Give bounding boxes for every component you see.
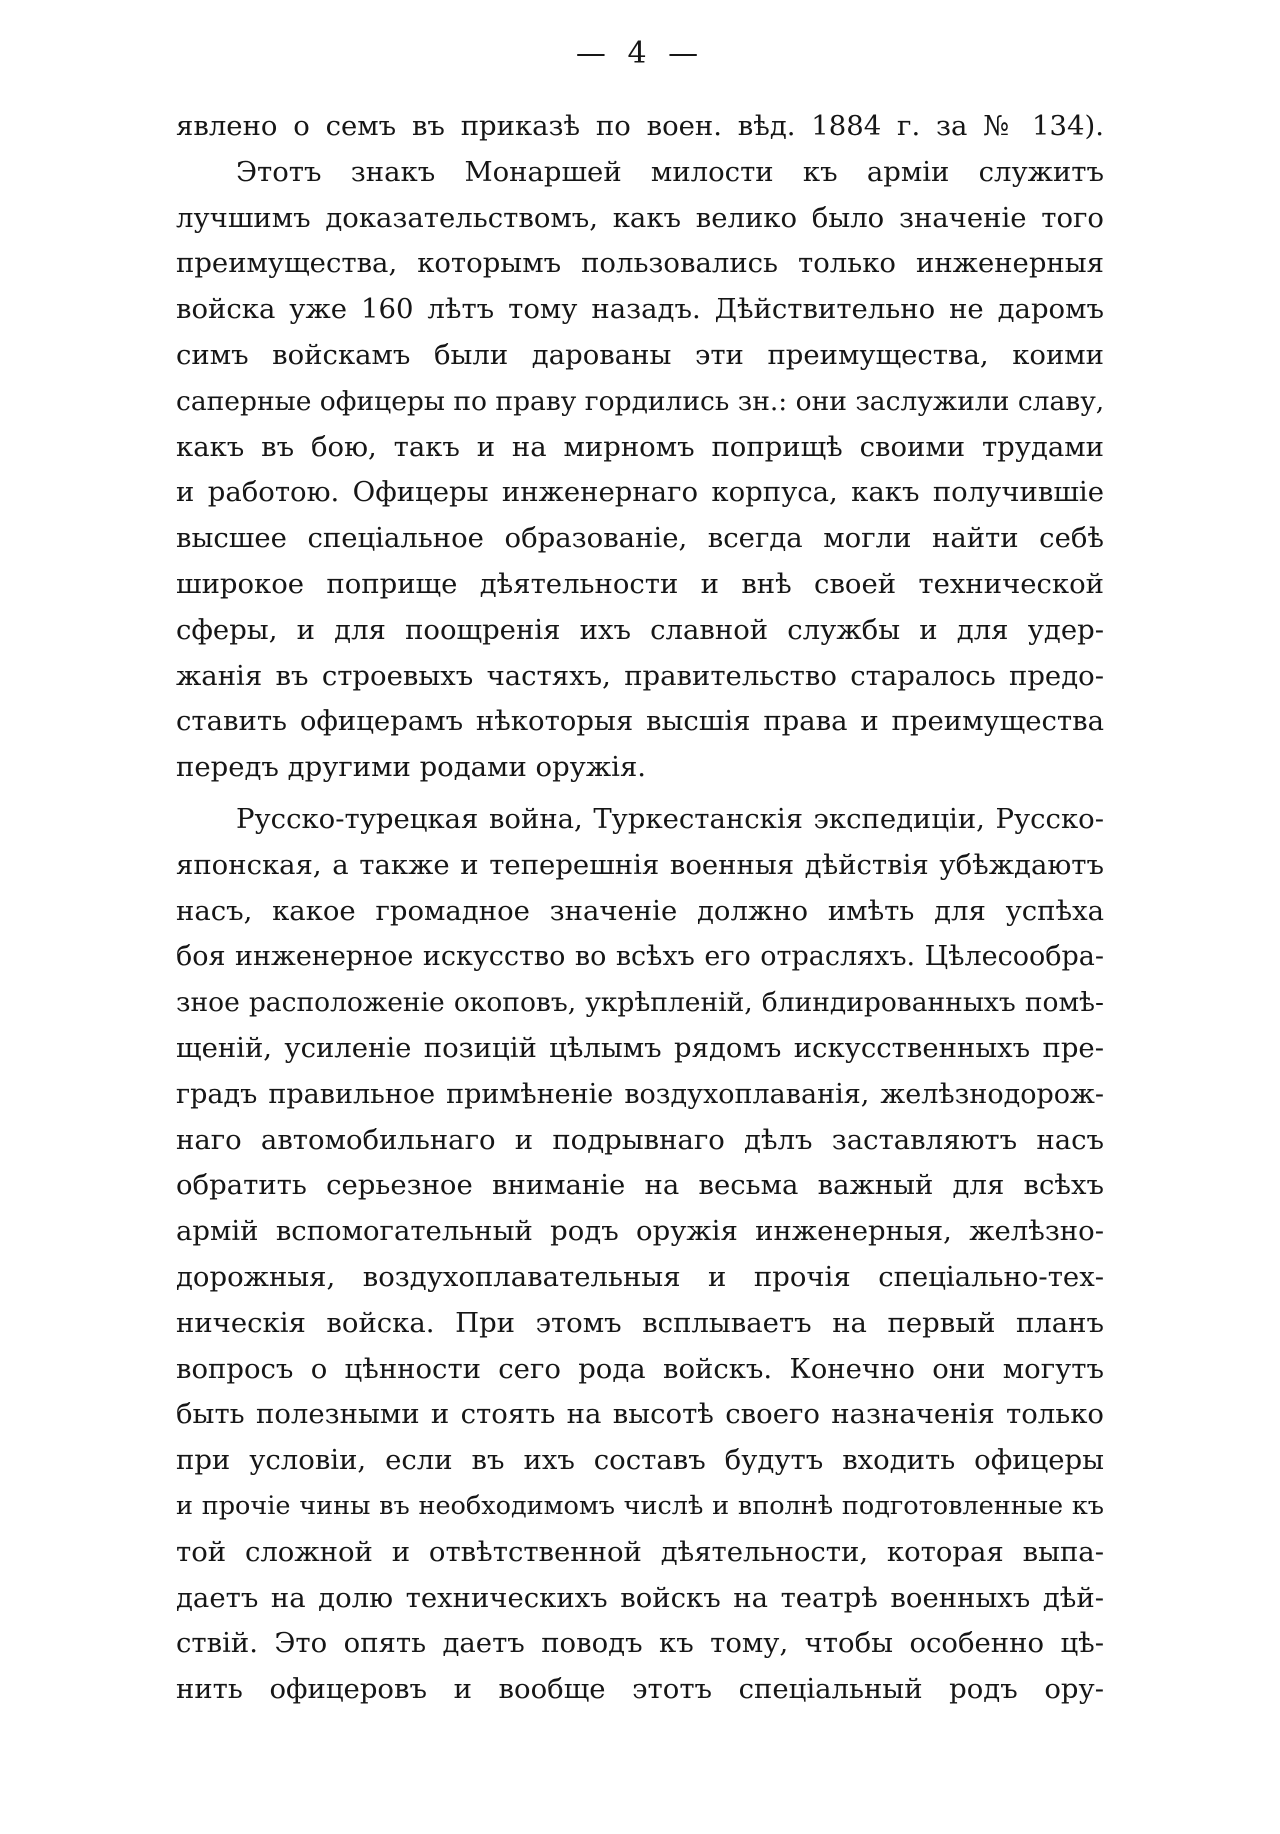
- text-line: симъ войскамъ были дарованы эти преимущества, коими: [176, 338, 1104, 371]
- text-line: обратить серьезное вниманіе на весьма важный для всѣхъ: [176, 1169, 1104, 1202]
- text-line: и прочіе чины въ необходимомъ числѣ и вполнѣ подготовленные къ: [176, 1490, 1104, 1521]
- text-line: боя инженерное искусство во всѣхъ его отрасляхъ. Цѣлесообра-: [176, 941, 1104, 973]
- text-line: ствій. Это опять даетъ поводъ къ тому, чтобы особенно цѣ-: [176, 1627, 1104, 1660]
- text-line: градъ правильное примѣненіе воздухоплаванія, желѣзнодорож-: [176, 1078, 1104, 1110]
- text-line: нить офицеровъ и вообще этотъ спеціальный родъ ору-: [176, 1673, 1104, 1706]
- text-line: той сложной и отвѣтственной дѣятельности, которая выпа-: [176, 1535, 1104, 1568]
- page-body: [176, 104, 1104, 1713]
- text-line: Этотъ знакъ Монаршей милости къ арміи служитъ: [236, 155, 1104, 188]
- text-line: быть полезными и стоять на высотѣ своего назначенія только: [176, 1398, 1104, 1431]
- page-number: — 4 —: [575, 36, 705, 71]
- text-line: японская, а также и теперешнія военныя дѣйствія убѣждаютъ: [176, 848, 1104, 881]
- text-line: даетъ на долю техническихъ войскъ на театрѣ военныхъ дѣй-: [176, 1581, 1104, 1614]
- text-line: ническія войска. При этомъ всплываетъ на первый планъ: [176, 1306, 1104, 1339]
- text-line: явлено о семъ въ приказѣ по воен. вѣд. 1884 г. за № 134).: [176, 110, 1104, 142]
- text-line: вопросъ о цѣнности сего рода войскъ. Конечно они могутъ: [176, 1352, 1104, 1385]
- text-line: саперные офицеры по праву гордились зн.: они заслужили славу,: [176, 385, 1105, 417]
- text-line: высшее спеціальное образованіе, всегда могли найти себѣ: [176, 522, 1104, 555]
- text-line: Русско-турецкая война, Туркестанскія экспедиціи, Русско-: [236, 802, 1104, 835]
- text-line: армій вспомогательный родъ оружія инженерныя, желѣзно-: [176, 1215, 1104, 1248]
- text-line: и работою. Офицеры инженернаго корпуса, какъ получившіе: [176, 476, 1104, 509]
- text-line: широкое поприще дѣятельности и внѣ своей технической: [176, 567, 1104, 600]
- text-line: войска уже 160 лѣтъ тому назадъ. Дѣйствительно не даромъ: [176, 293, 1104, 326]
- text-line: передъ другими родами оружія.: [176, 751, 647, 784]
- text-line: жанія въ строевыхъ частяхъ, правительство старалось предо-: [176, 659, 1104, 692]
- text-line: дорожныя, воздухоплавательныя и прочія спеціально-тех-: [176, 1260, 1104, 1293]
- text-line: зное расположеніе окоповъ, укрѣпленій, блиндированныхъ помѣ-: [176, 987, 1104, 1019]
- text-line: щеній, усиленіе позицій цѣлымъ рядомъ искусственныхъ пре-: [176, 1031, 1104, 1064]
- text-line: насъ, какое громадное значеніе должно имѣть для успѣха: [176, 894, 1104, 927]
- text-line: наго автомобильнаго и подрывнаго дѣлъ заставляютъ насъ: [176, 1123, 1104, 1156]
- text-line: ставить офицерамъ нѣкоторыя высшія права и преимущества: [176, 705, 1104, 738]
- text-line: лучшимъ доказательствомъ, какъ велико было значеніе того: [176, 201, 1104, 234]
- text-line: какъ въ бою, такъ и на мирномъ поприщѣ своими трудами: [176, 430, 1104, 463]
- text-line: преимущества, которымъ пользовались только инженерныя: [176, 247, 1104, 280]
- text-line: сферы, и для поощренія ихъ славной службы и для удер-: [176, 613, 1104, 646]
- text-line: при условіи, если въ ихъ составъ будутъ входить офицеры: [176, 1444, 1104, 1477]
